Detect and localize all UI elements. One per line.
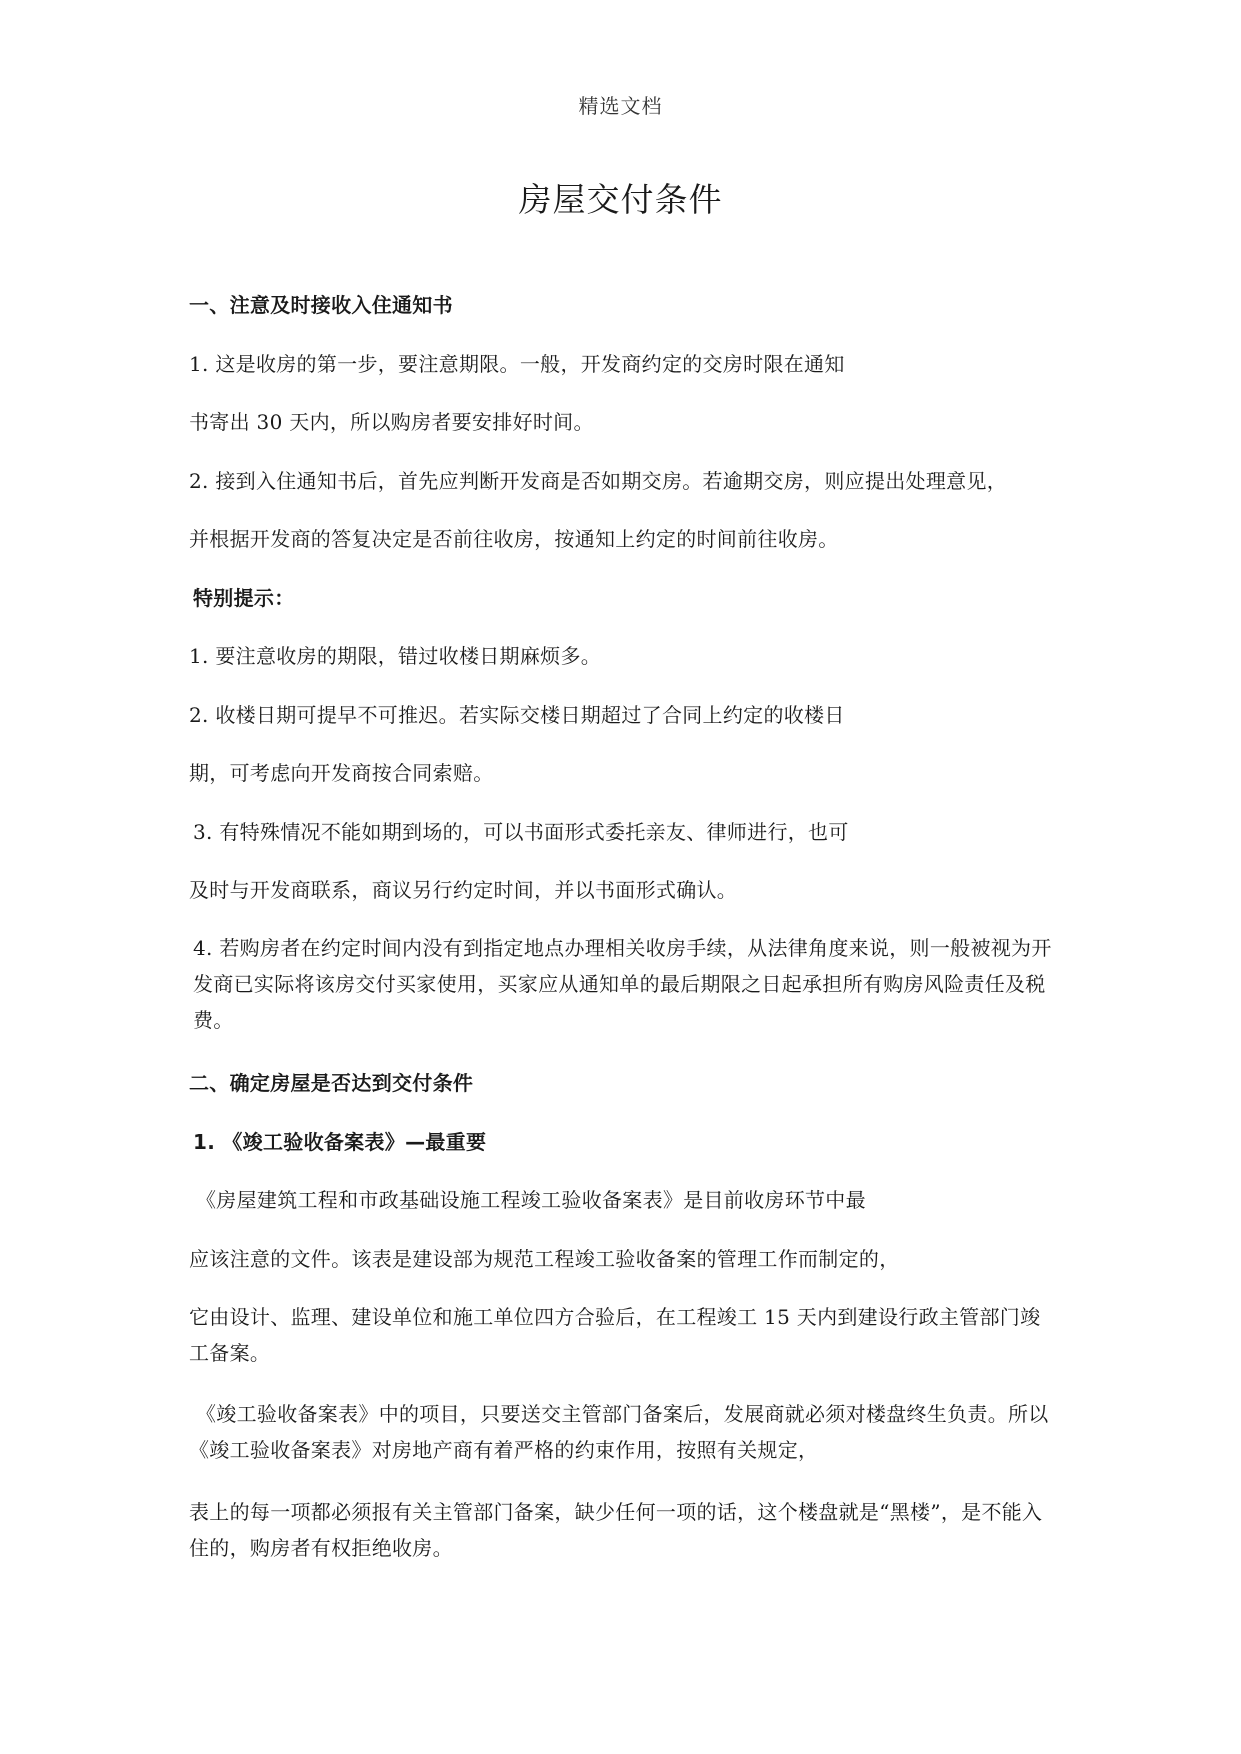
section-2-paragraph-1-line-3: 它由设计、监理、建设单位和施工单位四方合验后，在工程竣工 15 天内到建设行政主管部门竣工备案。 xyxy=(189,1305,1041,1365)
section-2-heading: 二、确定房屋是否达到交付条件 xyxy=(189,1071,474,1095)
section-2-paragraph-2-line-2: 表上的每一项都必须报有关主管部门备案，缺少任何一项的话，这个楼盘就是“黑楼”，是不能入住的，购房者有权拒绝收房。 xyxy=(189,1500,1043,1560)
section-2-paragraph-1-line-1: 《房屋建筑工程和市政基础设施工程竣工验收备案表》是目前收房环节中最 xyxy=(196,1188,866,1212)
page-header: 精选文档 xyxy=(578,94,663,118)
section-1-paragraph-1-line-1: 1. 这是收房的第一步，要注意期限。一般，开发商约定的交房时限在通知 xyxy=(189,352,845,376)
tip-3-line-1: 3. 有特殊情况不能如期到场的，可以书面形式委托亲友、律师进行，也可 xyxy=(193,820,849,844)
section-1-heading: 一、注意及时接收入住通知书 xyxy=(189,293,453,317)
section-1-paragraph-2-line-2: 并根据开发商的答复决定是否前往收房，按通知上约定的时间前往收房。 xyxy=(189,527,839,551)
section-1-paragraph-2-line-1: 2. 接到入住通知书后，首先应判断开发商是否如期交房。若逾期交房，则应提出处理意见， xyxy=(189,469,1008,493)
section-1-paragraph-1-line-2: 书寄出 30 天内，所以购房者要安排好时间。 xyxy=(189,410,594,434)
subsection-1-heading: 1. 《竣工验收备案表》—最重要 xyxy=(193,1130,487,1154)
tip-heading: 特别提示： xyxy=(193,586,295,610)
tip-1: 1. 要注意收房的期限，错过收楼日期麻烦多。 xyxy=(189,644,602,668)
tip-3-line-2: 及时与开发商联系，商议另行约定时间，并以书面形式确认。 xyxy=(189,878,738,902)
section-2-paragraph-1-line-2: 应该注意的文件。该表是建设部为规范工程竣工验收备案的管理工作而制定的， xyxy=(189,1247,900,1271)
tip-4: 4. 若购房者在约定时间内没有到指定地点办理相关收房手续，从法律角度来说，则一般被视为开发商已实际将该房交付买家使用，买家应从通知单的最后期限之日起承担所有购房风险责任及税费。 xyxy=(193,936,1052,1032)
section-2-paragraph-2-line-1: 《竣工验收备案表》中的项目，只要送交主管部门备案后，发展商就必须对楼盘终生负责。所以《竣工验收备案表》对房地产商有着严格的约束作用，按照有关规定， xyxy=(189,1402,1049,1462)
tip-2-line-1: 2. 收楼日期可提早不可推迟。若实际交楼日期超过了合同上约定的收楼日 xyxy=(189,703,845,727)
tip-2-line-2: 期，可考虑向开发商按合同索赔。 xyxy=(189,761,494,785)
document-title: 房屋交付条件 xyxy=(518,180,723,219)
